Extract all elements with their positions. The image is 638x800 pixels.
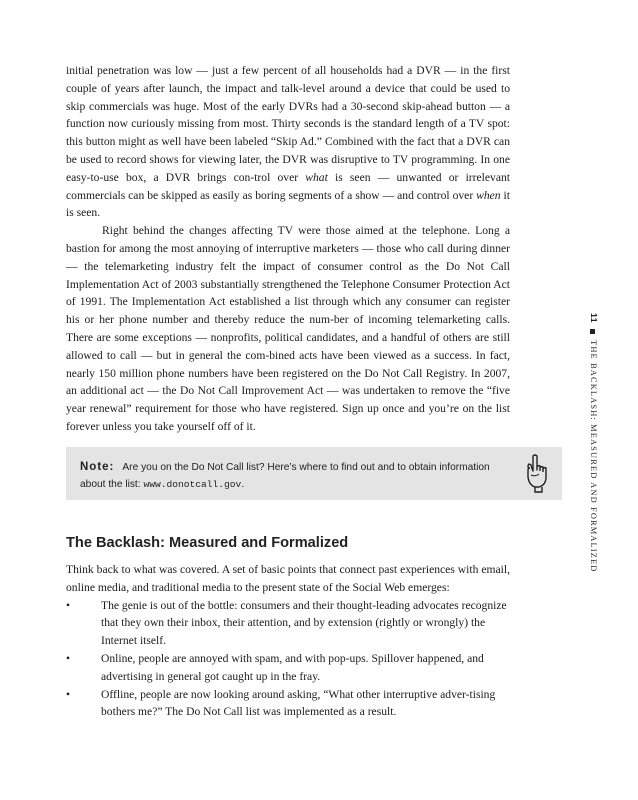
section-intro: Think back to what was covered. A set of basic points that connect past experiences with email, online media, and traditional media to the present state of the Social Web emerges: xyxy=(66,563,510,594)
note-text xyxy=(80,459,510,493)
note-box xyxy=(66,447,562,500)
square-bullet-icon xyxy=(590,329,595,334)
paragraph-dvr-part3: it is seen. xyxy=(66,188,510,220)
sidebar-rotated xyxy=(589,313,599,572)
donotcall-link[interactable]: www.donotcall.gov xyxy=(143,478,242,490)
paragraph-dvr-part1: initial penetration was low — just a few percent of all households had a DVR — in the first couple of years after launch, the impact and talk-level around a device that could be used to skip commercials was huge. Most of the early DVRs had a 30-second skip-ahead button — a function now curiously missing from most. Thirty seconds is the standard length of a TV spot: this button might as well have been labeled “Skip Ad.” Combined with the fact that a DVR can be used to record shows for viewing later, the DVR was disruptive to TV programming. In one easy-to-use box, a DVR brings con-trol over xyxy=(66,64,510,184)
pointing-hand-icon xyxy=(523,453,551,493)
paragraph-dvr xyxy=(66,62,510,222)
section-body xyxy=(66,561,510,721)
emphasis-when: when xyxy=(476,188,501,202)
note-end: . xyxy=(241,478,245,490)
note-body: Are you on the Do Not Call list? Here’s where to find out and to obtain information about the list: xyxy=(80,462,490,490)
paragraph-telephone: Right behind the changes affecting TV were those aimed at the telephone. Long a bastion for among the most annoying of interruptive marketers — those who call during dinner — the telemarketing industry felt the impact of consumer control as the Do Not Call Implementation Act of 2003 substantially strengthened the Telephone Consumer Protection Act of 1991. The Implementation Act established a list through which any consumer can register his or her phone number and thereby reduce the num-ber of incoming telemarketing calls. There are some exceptions — nonprofits, political candidates, and a handful of others are still allowed to call — but in general the com-bined acts have been viewed as a success. In fact, nearly 150 million phone numbers have been registered on the Do Not Call Registry. In 2007, an additional act — the Do Not Call Improvement Act — was undertaken to remove the “five year renewal” requirement for those who have registered. Sign up once and you’re on the list forever unless you take yourself off of it. xyxy=(66,224,510,433)
emphasis-what: what xyxy=(305,170,328,184)
note-label: Note: xyxy=(80,461,115,473)
bullet-item: • The genie is out of the bottle: consumers and their thought-leading advocates recognize that they own their inbox, their attention, and by extension (rightly or wrongly) the Internet itself. xyxy=(66,597,510,650)
bullet-list xyxy=(66,597,510,722)
bullet-item: • Offline, people are now looking around asking, “What other interruptive adver-tising bothers me?” The Do Not Call list was implemented as a result. xyxy=(66,686,510,722)
page-number: 11 xyxy=(589,313,599,324)
running-sidebar xyxy=(585,313,603,573)
bullet-item: • Online, people are annoyed with spam, and with pop-ups. Spillover happened, and advertising in general got caught up in the fray. xyxy=(66,650,510,686)
chapter-title: THE BACKLASH: MEASURED AND FORMALIZED xyxy=(589,340,598,573)
body-text xyxy=(66,62,510,436)
paragraph-dvr-part2: is seen — unwanted or irrelevant commercials can be skipped as easily as boring segments of a show — and control over xyxy=(66,170,510,202)
section-title: The Backlash: Measured and Formalized xyxy=(66,535,349,551)
